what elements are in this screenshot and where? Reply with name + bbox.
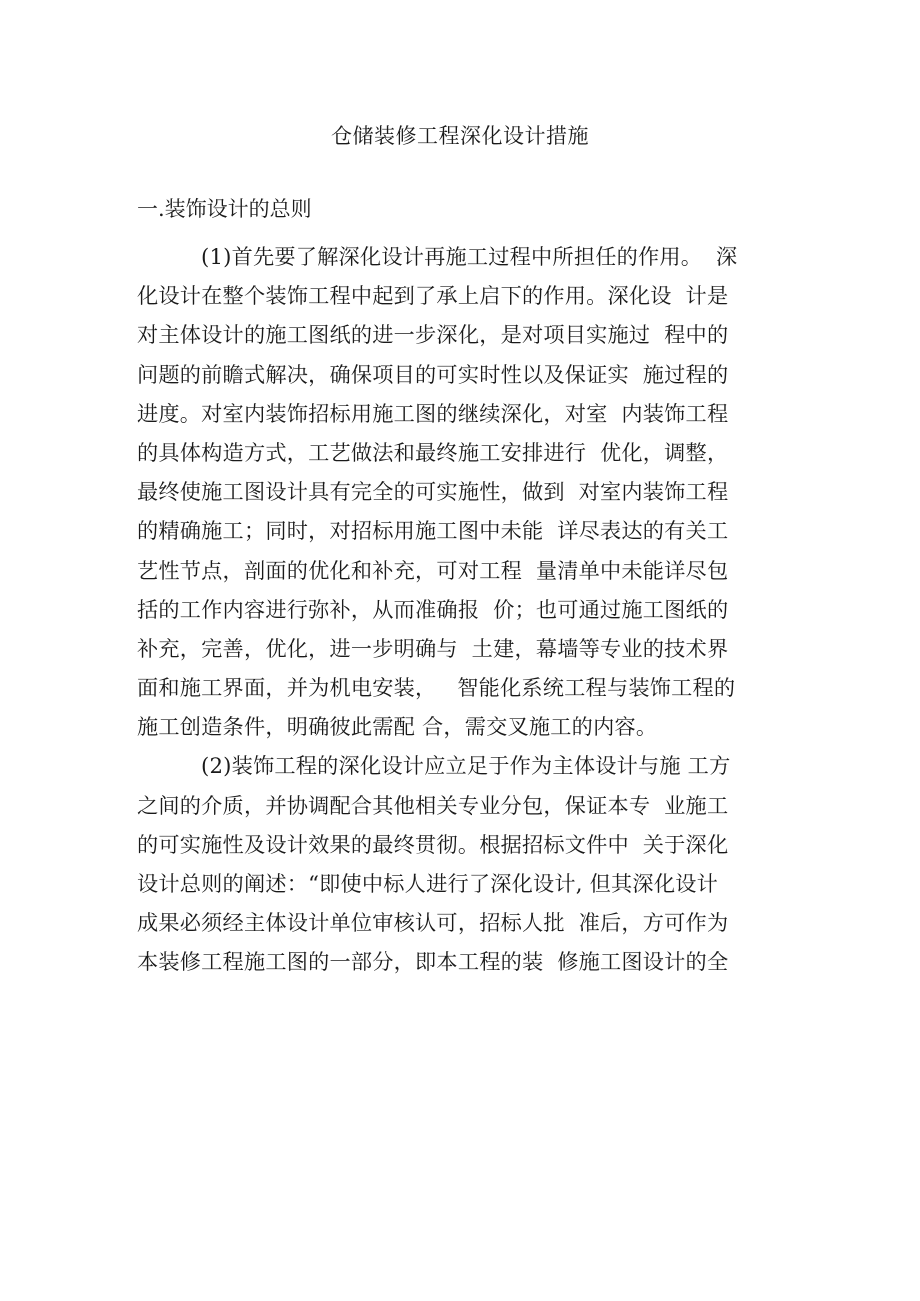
body-text bbox=[137, 240, 787, 985]
body-line: 的精确施工；同时，对招标用施工图中未能 详尽表达的有关工 bbox=[137, 518, 729, 544]
body-line: 化设计在整个装饰工程中起到了承上启下的作用。深化设 计是 bbox=[137, 283, 729, 309]
body-line: 之间的介质，并协调配合其他相关专业分包，保证本专 业施工 bbox=[137, 792, 729, 818]
body-line: 的具体构造方式，工艺做法和最终施工安排进行 优化，调整， bbox=[137, 439, 729, 465]
body-line: 最终使施工图设计具有完全的可实施性，做到 对室内装饰工程 bbox=[137, 479, 729, 505]
body-line: 问题的前瞻式解决，确保项目的可实时性以及保证实 施过程的 bbox=[137, 361, 729, 387]
body-line: 补充，完善，优化，进一步明确与 土建，幕墙等专业的技术界 bbox=[137, 635, 729, 661]
section-heading: 一.装饰设计的总则 bbox=[137, 197, 312, 221]
body-line: (1)首先要了解深化设计再施工过程中所担任的作用。 深 bbox=[201, 244, 738, 269]
body-line: 括的工作内容进行弥补，从而准确报 价；也可通过施工图纸的 bbox=[137, 596, 729, 622]
body-line: (2)装饰工程的深化设计应立足于作为主体设计与施 工方 bbox=[201, 753, 731, 779]
body-line: 对主体设计的施工图纸的进一步深化，是对项目实施过 程中的 bbox=[137, 322, 729, 348]
body-line: 施工创造条件，明确彼此需配 合，需交叉施工的内容。 bbox=[137, 714, 658, 740]
body-line: 艺性节点，剖面的优化和补充，可对工程 量清单中未能详尽包 bbox=[137, 557, 729, 583]
body-line: 面和施工界面，并为机电安装， 智能化系统工程与装饰工程的 bbox=[137, 675, 736, 701]
document-title: 仓储装修工程深化设计措施 bbox=[331, 124, 589, 148]
body-line: 本装修工程施工图的一部分，即本工程的装 修施工图设计的全 bbox=[137, 949, 729, 975]
body-line: 设计总则的阐述：“即使中标人进行了深化设计, 但其深化设计 bbox=[137, 871, 718, 896]
body-line: 成果必须经主体设计单位审核认可，招标人批 准后，方可作为 bbox=[137, 910, 729, 936]
body-line: 进度。对室内装饰招标用施工图的继续深化，对室 内装饰工程 bbox=[137, 400, 729, 426]
body-line: 的可实施性及设计效果的最终贯彻。根据招标文件中 关于深化 bbox=[137, 831, 729, 857]
